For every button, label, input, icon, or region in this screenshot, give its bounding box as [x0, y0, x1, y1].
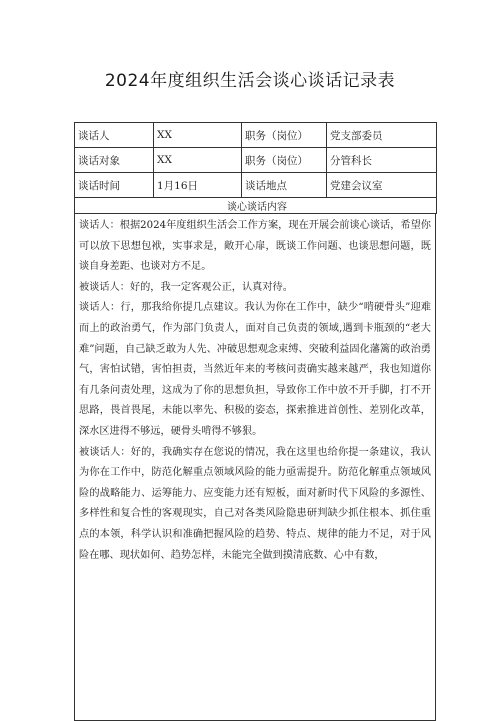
talker-position-value: 党支部委员 — [327, 123, 437, 148]
paragraph-target-reply: 被谈话人：好的，我一定客观公正，认真对待。 — [79, 281, 293, 293]
talker-position-label: 职务（岗位） — [242, 123, 327, 148]
talker-label: 谈话人 — [75, 123, 154, 148]
document-title: 2024年度组织生活会谈心谈话记录表 — [104, 71, 396, 91]
target-value: XX — [154, 148, 242, 173]
talker-value: XX — [154, 123, 242, 148]
paragraph-talker-opening: 谈话人：根据2024年度组织生活会工作方案，现在开展会前谈心谈话，希望你可以放下思想包袱，实事求是，敞开心扉，既谈工作问题、也谈思想问题，既谈自身差距、也谈对方不足。 — [79, 220, 431, 273]
content-header: 谈心谈话内容 — [75, 198, 437, 214]
time-value: 1月16日 — [154, 173, 242, 198]
target-position-value: 分管科长 — [327, 148, 437, 173]
info-row-target — [75, 148, 437, 173]
info-row-time-place — [75, 173, 437, 198]
conversation-content — [74, 214, 436, 721]
record-sheet — [74, 122, 436, 721]
time-label: 谈话时间 — [75, 173, 154, 198]
paragraph-target-suggestion: 被谈话人：好的，我确实存在您说的情况，我在这里也给你提一条建议，我认为你在工作中，防范化解重点领域风险的能力亟需提升。防范化解重点领域风险的战略能力、运筹能力、应变能力还有短板，面对新时代下风险的多源性、多样性和复合性的客观现实，自己对各类风险隐患研判缺少抓住根本、抓住重点的本领，科学认识和准确把握风险的趋势、特点、规律的能力不足，对于风险在哪、现状如何、趋势怎样，未能完全做到摸清底数、心中有数， — [79, 446, 431, 561]
content-header-row — [75, 198, 437, 214]
info-table — [74, 122, 437, 214]
info-row-talker — [75, 123, 437, 148]
paragraph-talker-suggestion: 谈话人：行，那我给你提几点建议。我认为你在工作中，缺少“啃硬骨头”迎难而上的政治勇气，作为部门负责人，面对自己负责的领域,遇到卡瓶颈的“老大难”问题，自己缺乏敢为人先、冲破思想观念束缚、突破利益固化藩篱的政治勇气，害怕试错，害怕担责，当然近年来的考核问责确实越来越严，我也知道你有几条问责处理，这成为了你的思想负担，导致你工作中放不开手脚，打不开思路，畏首畏尾，未能以率先、积极的姿态，探索推进首创性、差别化改革，深水区进得不够远，硬骨头啃得不够狠。 — [79, 302, 431, 437]
target-label: 谈话对象 — [75, 148, 154, 173]
target-position-label: 职务（岗位） — [242, 148, 327, 173]
place-value: 党建会议室 — [327, 173, 437, 198]
place-label: 谈话地点 — [242, 173, 327, 198]
